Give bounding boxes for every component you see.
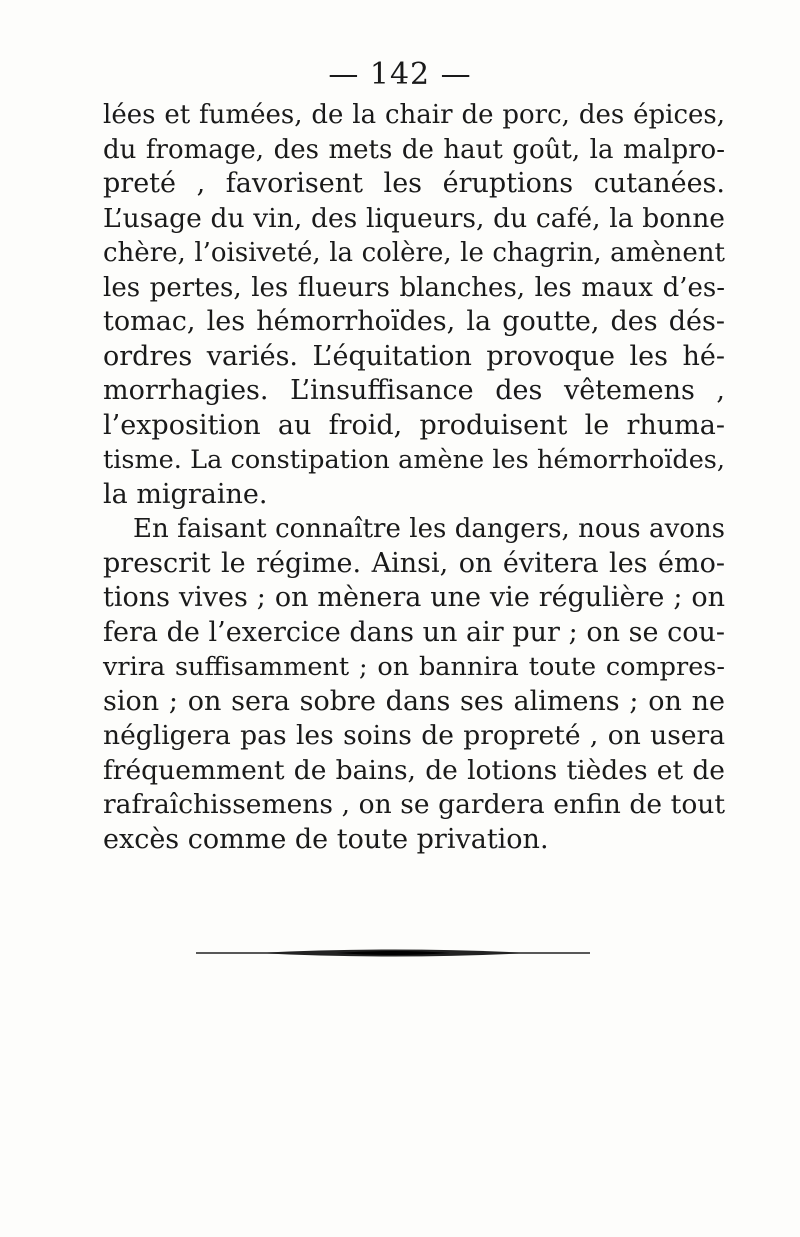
text-line: chère, l’oisiveté, la colère, le chagrin, amènent <box>103 238 725 268</box>
text-line: tisme. La constipation amène les hémorrhoïdes, <box>103 445 725 475</box>
paragraph-2 <box>103 512 725 857</box>
body-text <box>103 98 725 857</box>
text-line: fréquemment de bains, de lotions tièdes et de <box>103 754 725 786</box>
text-line: preté , favorisent les éruptions cutanées. <box>103 168 725 199</box>
text-line: lées et fumées, de la chair de porc, des épices, <box>103 100 725 130</box>
text-line: les pertes, les flueurs blanches, les maux d’es- <box>103 272 725 303</box>
text-line: sion ; on sera sobre dans ses alimens ; on ne <box>103 685 725 717</box>
text-line: tions vives ; on mènera une vie régulière ; on <box>103 582 725 613</box>
text-line: morrhagies. L’insuffisance des vêtemens , <box>103 375 725 406</box>
text-line: fera de l’exercice dans un air pur ; on se cou- <box>103 616 725 648</box>
text-line: la migraine. <box>103 478 268 510</box>
paragraph-1 <box>103 98 725 512</box>
section-end-rule <box>196 947 590 959</box>
text-line: tomac, les hémorrhoïdes, la goutte, des dés- <box>103 306 725 337</box>
text-line: négligera pas les soins de propreté , on usera <box>103 720 725 751</box>
text-line: En faisant connaître les dangers, nous avons <box>133 514 725 544</box>
text-line: L’usage du vin, des liqueurs, du café, la bonne <box>103 202 725 234</box>
text-line: vrira suffisamment ; on bannira toute compres- <box>103 652 725 682</box>
text-line: excès comme de toute privation. <box>103 823 549 855</box>
text-line: ordres variés. L’équitation provoque les hé- <box>103 340 725 372</box>
text-line: l’exposition au froid, produisent le rhuma- <box>103 409 725 441</box>
text-line: rafraîchissemens , on se gardera enfin de tout <box>103 789 725 820</box>
text-line: du fromage, des mets de haut goût, la malpro- <box>103 134 725 165</box>
page-number: — 142 — <box>328 57 472 92</box>
text-line: prescrit le régime. Ainsi, on évitera les émo- <box>103 547 725 579</box>
